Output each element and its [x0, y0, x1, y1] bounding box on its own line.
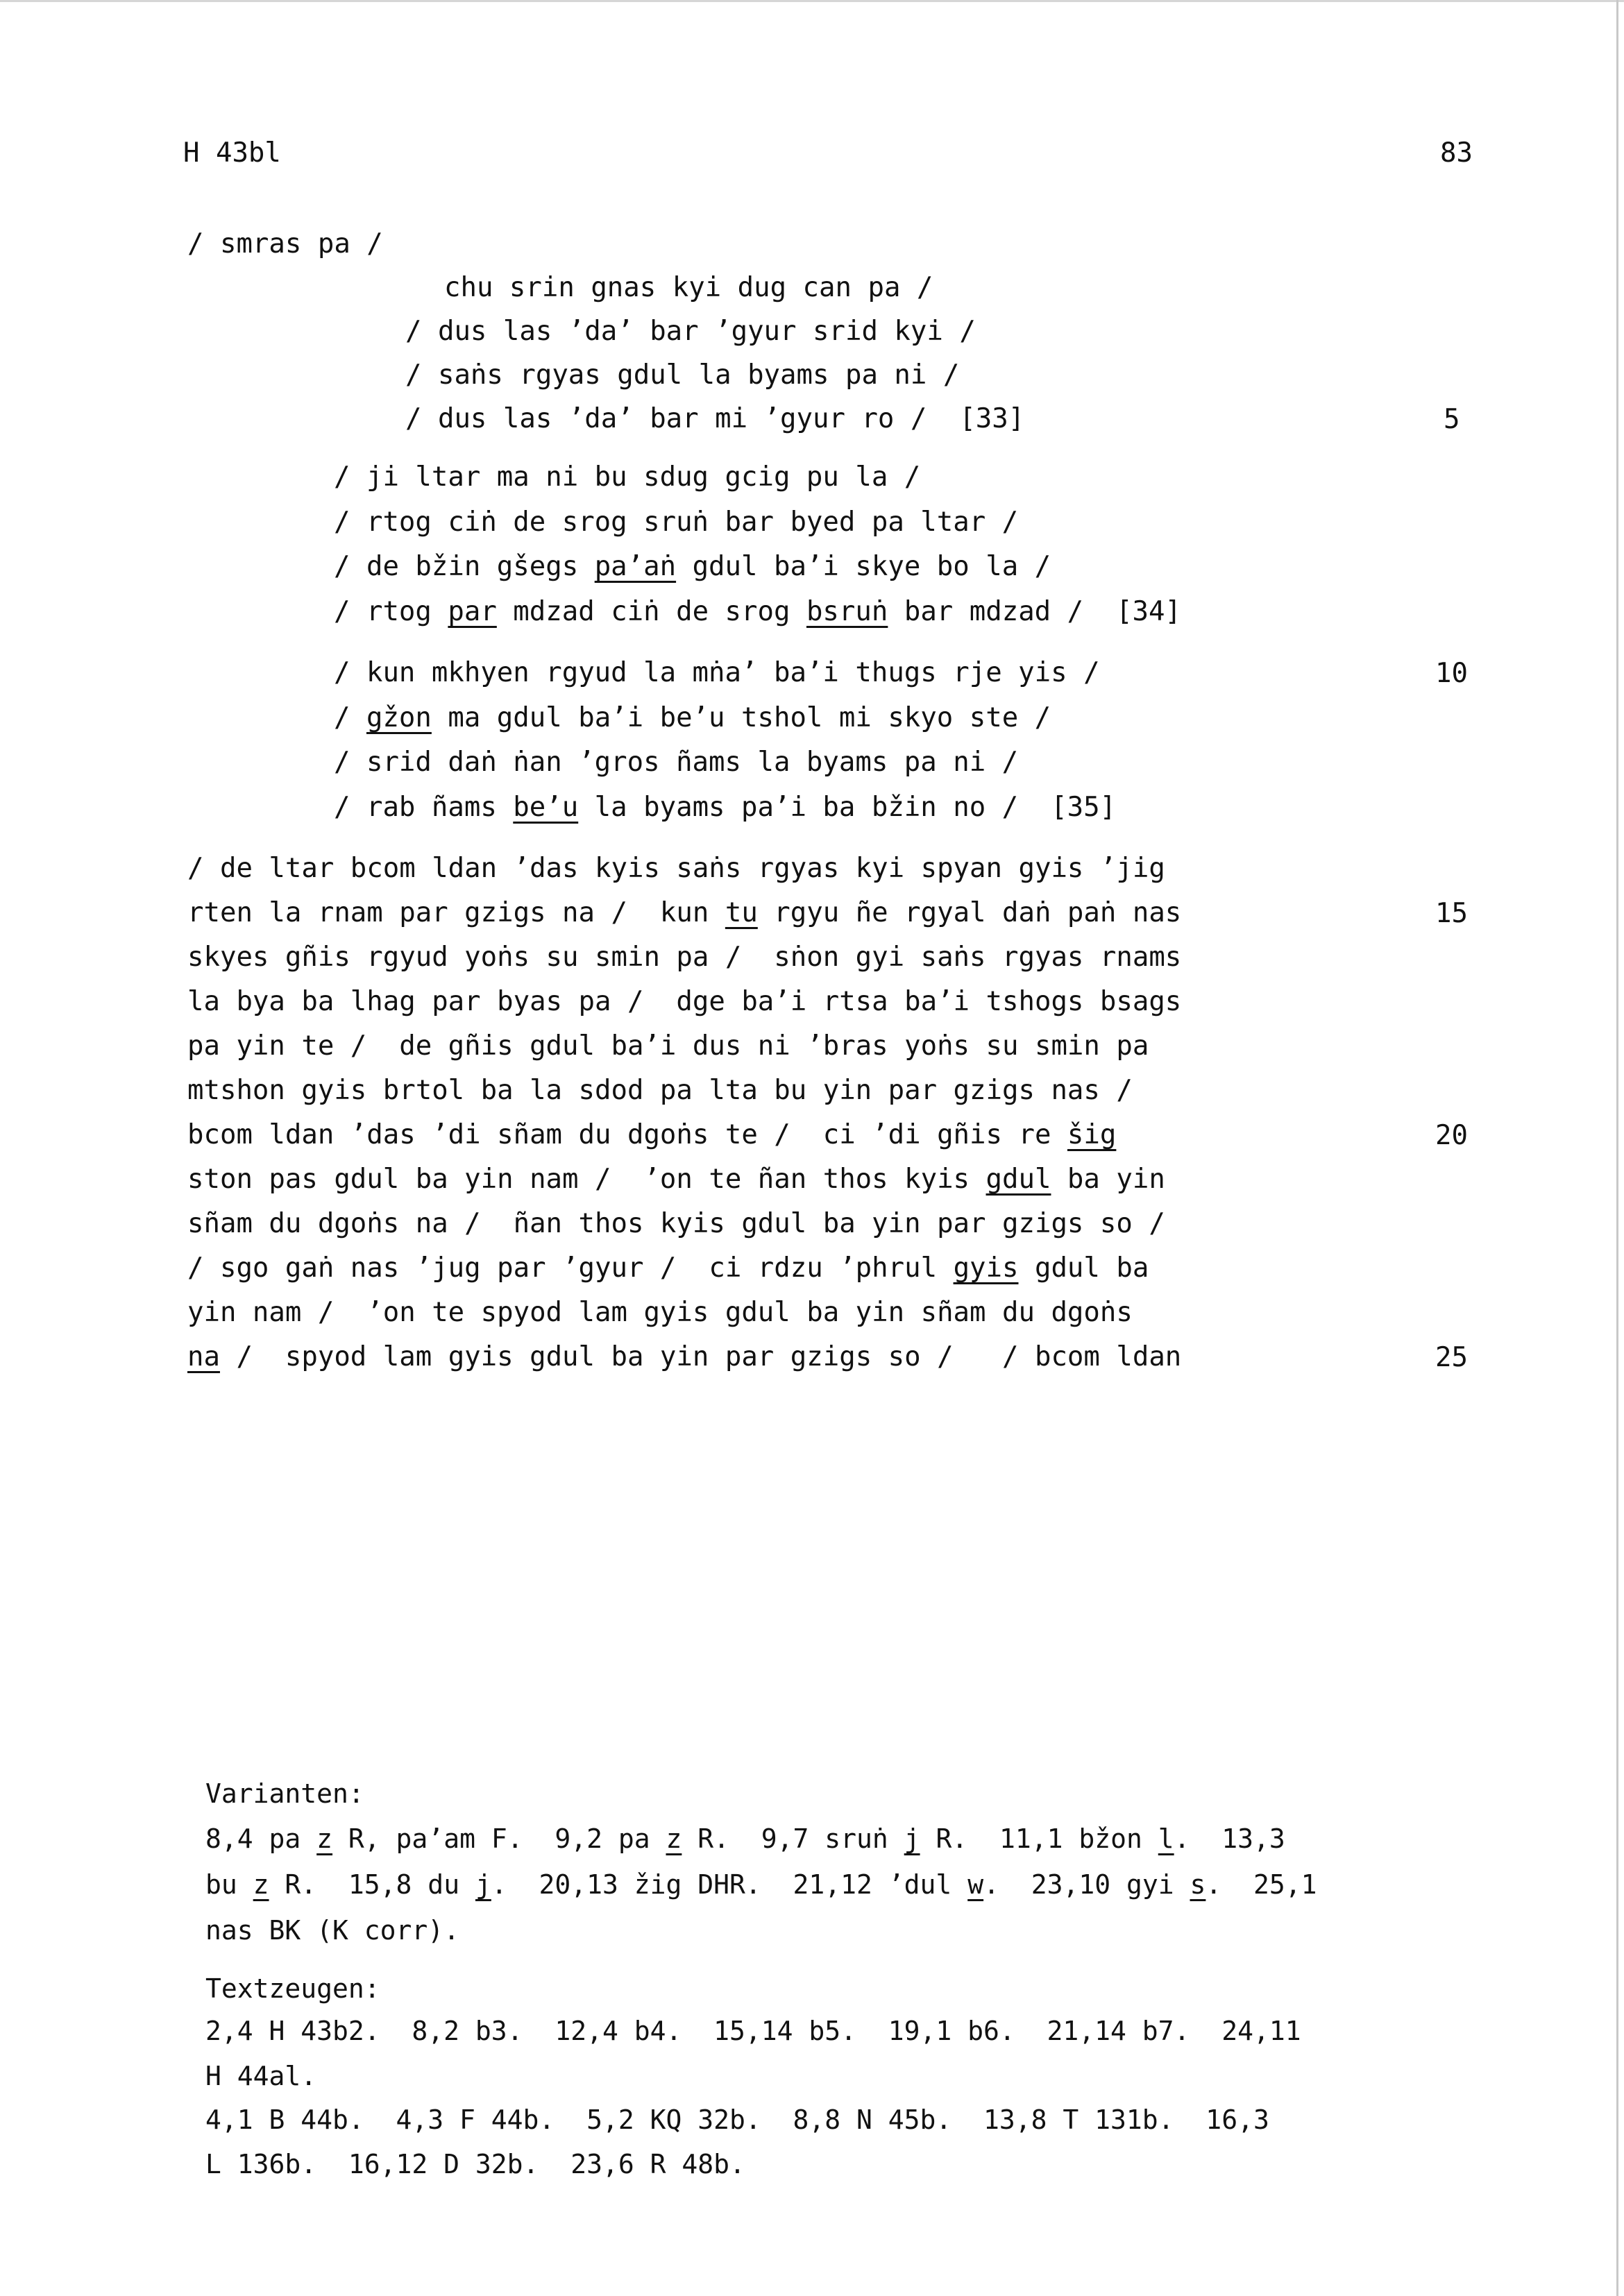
underlined-variant: j	[475, 1869, 491, 1900]
folio-reference: H 43bl	[183, 137, 281, 169]
text-run: gdul ba’i skye bo la /	[676, 551, 1051, 582]
text-run: yin nam / ’on te spyod lam gyis gdul ba yin sñam du dgoṅs	[187, 1297, 1133, 1328]
text-line	[334, 747, 1018, 778]
text-line	[334, 552, 1051, 582]
apparatus-line	[205, 2016, 1301, 2046]
underlined-variant: s	[1190, 1869, 1206, 1900]
text-run: / rtog	[334, 596, 448, 627]
text-run: bu	[205, 1869, 253, 1900]
text-line	[334, 597, 1181, 627]
line-number: 20	[1435, 1120, 1468, 1151]
text-line	[187, 853, 1165, 884]
text-run: mtshon gyis brtol ba la sdod pa lta bu yin par gzigs nas /	[187, 1075, 1133, 1106]
underlined-variant: tu	[725, 897, 758, 928]
text-line	[334, 507, 1018, 538]
apparatus-line	[205, 1869, 1317, 1900]
apparatus-line	[205, 1823, 1285, 1854]
text-run: R. 15,8 du	[269, 1869, 475, 1900]
text-run: chu srin gnas kyi dug can pa /	[444, 272, 933, 303]
text-run: R. 9,7 sruṅ	[682, 1823, 904, 1854]
text-line	[187, 987, 1181, 1017]
text-run: rten la rnam par gzigs na / kun	[187, 897, 725, 928]
text-line	[334, 462, 920, 493]
page-right-edge	[1616, 0, 1618, 2296]
text-run: . 25,1	[1206, 1869, 1317, 1900]
underlined-variant: z	[316, 1823, 333, 1854]
text-run: sñam du dgoṅs na / ñan thos kyis gdul ba yin par gzigs so /	[187, 1208, 1165, 1239]
underlined-variant: bsruṅ	[806, 596, 888, 627]
text-run: pa yin te / de gñis gdul ba’i dus ni ’bras yoṅs su smin pa	[187, 1030, 1149, 1062]
apparatus-line	[205, 1915, 459, 1946]
text-line	[187, 1342, 1181, 1372]
text-line	[187, 1209, 1165, 1239]
text-run: la byams pa’i ba bžin no / [35]	[578, 792, 1117, 823]
underlined-variant: w	[967, 1869, 984, 1900]
underlined-variant: z	[666, 1823, 682, 1854]
underlined-variant: be’u	[513, 792, 579, 823]
underlined-variant: pa’aṅ	[594, 551, 677, 582]
text-run: ston pas gdul ba yin nam / ’on te ñan thos kyis	[187, 1164, 986, 1195]
text-run: ba yin	[1051, 1164, 1165, 1195]
page-top-edge	[0, 0, 1624, 2]
text-line	[187, 1253, 1149, 1284]
text-run: R, pa’am F. 9,2 pa	[332, 1823, 666, 1854]
text-line	[405, 316, 976, 347]
text-run: H 44al.	[205, 2061, 317, 2091]
text-run: rgyu ñe rgyal daṅ paṅ nas	[757, 897, 1182, 928]
text-run: gdul ba	[1018, 1252, 1149, 1284]
text-run: mdzad ciṅ de srog	[496, 596, 806, 627]
text-run: / smras pa /	[187, 228, 383, 260]
text-line	[444, 273, 933, 303]
underlined-variant: gžon	[366, 702, 432, 733]
text-run: ma gdul ba’i be’u tshol mi skyo ste /	[431, 702, 1051, 733]
underlined-variant: z	[253, 1869, 269, 1900]
text-run: / rab ñams	[334, 792, 514, 823]
text-line	[187, 1164, 1165, 1195]
apparatus-line	[205, 1778, 364, 1809]
text-run: 4,1 B 44b. 4,3 F 44b. 5,2 KQ 32b. 8,8 N 45b. 13,8 T 131b. 16,3	[205, 2104, 1269, 2135]
text-run: / dus las ’da’ bar ’gyur srid kyi /	[405, 316, 976, 347]
text-run: / rtog ciṅ de srog sruṅ bar byed pa ltar /	[334, 507, 1019, 538]
text-line	[187, 1298, 1133, 1328]
line-number: 15	[1435, 898, 1468, 929]
line-number: 25	[1435, 1342, 1468, 1373]
text-run: / de ltar bcom ldan ’das kyis saṅs rgyas kyi spyan gyis ’jig	[187, 853, 1165, 884]
text-line	[187, 942, 1181, 973]
underlined-variant: šig	[1067, 1119, 1117, 1150]
apparatus-line	[205, 2104, 1269, 2135]
text-run: Textzeugen:	[205, 1973, 380, 2004]
text-line	[187, 229, 383, 260]
underlined-variant: j	[904, 1823, 920, 1854]
underlined-variant: l	[1158, 1823, 1174, 1854]
underlined-variant: gyis	[953, 1252, 1019, 1284]
text-run: skyes gñis rgyud yoṅs su smin pa / sṅon gyi saṅs rgyas rnams	[187, 942, 1182, 973]
text-run: / srid daṅ ṅan ’gros ñams la byams pa ni /	[334, 747, 1019, 778]
text-run: R. 11,1 bžon	[920, 1823, 1158, 1854]
page-number: 83	[1440, 137, 1473, 169]
apparatus-line	[205, 2149, 745, 2179]
text-run: / kun mkhyen rgyud la mṅa’ ba’i thugs rje yis /	[334, 657, 1100, 688]
text-run: . 20,13 žig DHR. 21,12 ’dul	[491, 1869, 968, 1900]
text-line	[334, 703, 1051, 733]
text-line	[405, 404, 1024, 434]
text-run: / saṅs rgyas gdul la byams pa ni /	[405, 359, 960, 391]
text-run: nas BK (K corr).	[205, 1915, 460, 1946]
text-run: / sgo gaṅ nas ’jug par ’gyur / ci rdzu ’phrul	[187, 1252, 954, 1284]
text-line	[187, 898, 1181, 928]
text-run: 8,4 pa	[205, 1823, 317, 1854]
text-line	[187, 1031, 1149, 1062]
text-run: bcom ldan ’das ’di sñam du dgoṅs te / ci ’di gñis re	[187, 1119, 1067, 1150]
text-run: 2,4 H 43b2. 8,2 b3. 12,4 b4. 15,14 b5. 19,1 b6. 21,14 b7. 24,11	[205, 2016, 1301, 2046]
text-line	[187, 1120, 1116, 1150]
text-run: . 23,10 gyi	[983, 1869, 1190, 1900]
apparatus-line	[205, 1973, 380, 2004]
text-run: L 136b. 16,12 D 32b. 23,6 R 48b.	[205, 2149, 745, 2179]
text-run: . 13,3	[1174, 1823, 1285, 1854]
line-number: 10	[1435, 658, 1468, 689]
apparatus-line	[205, 2061, 316, 2091]
text-run: / de bžin gšegs	[334, 551, 595, 582]
text-line	[334, 792, 1116, 823]
text-line	[334, 658, 1100, 688]
text-run: / dus las ’da’ bar mi ’gyur ro / [33]	[405, 403, 1025, 434]
text-run: bar mdzad / [34]	[888, 596, 1181, 627]
text-run: Varianten:	[205, 1778, 364, 1809]
text-run: / spyod lam gyis gdul ba yin par gzigs so / / bcom ldan	[219, 1341, 1182, 1372]
text-run: /	[334, 702, 366, 733]
underlined-variant: gdul	[986, 1164, 1051, 1195]
text-line	[405, 360, 959, 391]
underlined-variant: na	[187, 1341, 220, 1372]
text-run: la bya ba lhag par byas pa / dge ba’i rtsa ba’i tshogs bsags	[187, 986, 1182, 1017]
line-number: 5	[1444, 404, 1460, 435]
text-run: / ji ltar ma ni bu sdug gcig pu la /	[334, 461, 921, 493]
underlined-variant: par	[448, 596, 497, 627]
text-line	[187, 1075, 1133, 1106]
